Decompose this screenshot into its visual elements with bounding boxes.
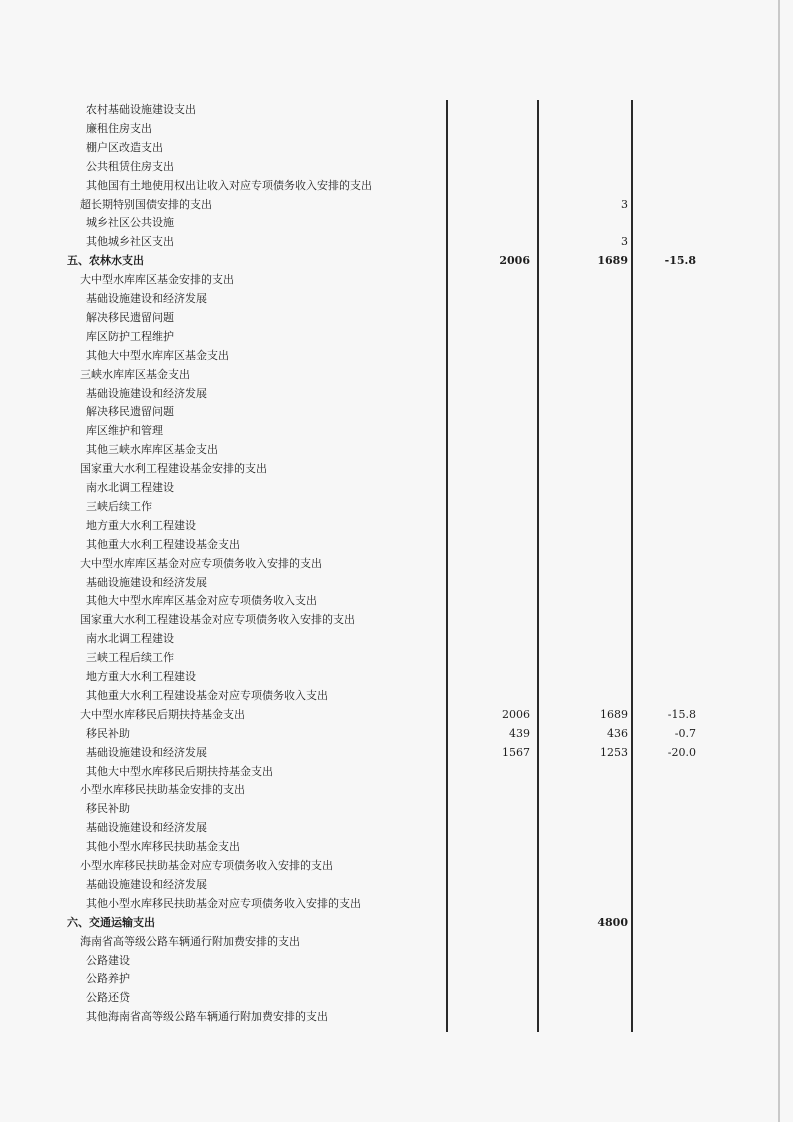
table-row (0, 913, 793, 932)
table-row (0, 686, 793, 705)
row-label: 基础设施建设和经济发展 (86, 821, 207, 835)
table-row (0, 270, 793, 289)
row-label: 其他大中型水库库区基金对应专项债务收入支出 (86, 594, 317, 608)
row-label: 其他重大水利工程建设基金对应专项债务收入支出 (86, 688, 328, 702)
row-label: 解决移民遗留问题 (86, 405, 174, 419)
row-label: 其他城乡社区支出 (86, 235, 174, 249)
row-value-col2: 1253 (600, 745, 628, 759)
table-row (0, 459, 793, 478)
row-label: 廉租住房支出 (86, 121, 152, 135)
row-value-col2: 436 (607, 726, 628, 740)
row-label: 公共租赁住房支出 (86, 159, 174, 173)
table-row (0, 629, 793, 648)
row-label: 地方重大水利工程建设 (86, 518, 196, 532)
table-row (0, 138, 793, 157)
table-row (0, 554, 793, 573)
row-label: 海南省高等级公路车辆通行附加费安排的支出 (80, 934, 300, 948)
row-value-col1: 1567 (502, 745, 530, 759)
row-label: 三峡水库库区基金支出 (80, 367, 190, 381)
table-row (0, 346, 793, 365)
row-label: 基础设施建设和经济发展 (86, 877, 207, 891)
row-label: 农村基础设施建设支出 (86, 103, 196, 116)
table-row (0, 894, 793, 913)
row-label: 国家重大水利工程建设基金对应专项债务收入安排的支出 (80, 613, 355, 627)
row-label: 基础设施建设和经济发展 (86, 386, 207, 400)
row-label: 棚户区改造支出 (86, 140, 163, 154)
row-value-col3: -0.7 (674, 726, 696, 740)
table-row (0, 232, 793, 251)
table-row (0, 251, 793, 270)
table-row (0, 856, 793, 875)
row-label: 其他重大水利工程建设基金支出 (86, 537, 240, 551)
row-label: 五、农林水支出 (67, 254, 144, 268)
table-row (0, 573, 793, 592)
row-label: 南水北调工程建设 (86, 632, 174, 646)
row-value-col3: -15.8 (664, 254, 696, 268)
table-row (0, 988, 793, 1007)
row-value-col1: 2006 (499, 254, 530, 268)
row-value-col3: -15.8 (667, 707, 696, 721)
table-row (0, 365, 793, 384)
row-value-col3: -20.0 (667, 745, 696, 759)
row-value-col1: 439 (509, 726, 530, 740)
table-row (0, 951, 793, 970)
table-row (0, 213, 793, 232)
row-value-col2: 1689 (600, 707, 628, 721)
table-row (0, 421, 793, 440)
table-row (0, 837, 793, 856)
row-label: 大中型水库库区基金对应专项债务收入安排的支出 (80, 556, 322, 570)
table-row (0, 610, 793, 629)
row-value-col2: 4800 (597, 915, 628, 929)
table-row (0, 289, 793, 308)
row-label: 其他小型水库移民扶助基金支出 (86, 840, 240, 854)
row-label: 地方重大水利工程建设 (86, 670, 196, 683)
row-label: 小型水库移民扶助基金对应专项债务收入安排的支出 (80, 859, 333, 872)
table-row (0, 743, 793, 762)
table-row (0, 1007, 793, 1026)
row-label: 库区防护工程维护 (86, 329, 174, 343)
row-label: 公路还贷 (86, 991, 130, 1005)
table-row (0, 327, 793, 346)
row-label: 公路养护 (86, 972, 130, 986)
table-row (0, 818, 793, 837)
row-label: 基础设施建设和经济发展 (86, 292, 207, 305)
row-label: 基础设施建设和经济发展 (86, 575, 207, 589)
row-label: 公路建设 (86, 953, 130, 967)
table-row (0, 100, 793, 119)
table-row (0, 516, 793, 535)
table-row (0, 478, 793, 497)
table-row (0, 195, 793, 214)
row-label: 基础设施建设和经济发展 (86, 745, 207, 759)
table-row (0, 157, 793, 176)
table-row (0, 705, 793, 724)
row-label: 其他大中型水库移民后期扶持基金支出 (86, 764, 273, 778)
row-label: 小型水库移民扶助基金安排的支出 (80, 783, 245, 797)
table-row (0, 440, 793, 459)
row-label: 三峡工程后续工作 (86, 651, 174, 665)
row-label: 其他国有土地使用权出让收入对应专项债务收入安排的支出 (86, 178, 372, 192)
table-row (0, 875, 793, 894)
row-label: 六、交通运输支出 (67, 915, 155, 929)
row-value-col2: 3 (621, 235, 628, 249)
table-row (0, 780, 793, 799)
row-label: 移民补助 (86, 802, 130, 816)
row-label: 移民补助 (86, 726, 130, 740)
row-value-col2: 3 (621, 197, 628, 211)
row-label: 国家重大水利工程建设基金安排的支出 (80, 462, 267, 476)
row-value-col2: 1689 (597, 254, 628, 268)
row-label: 大中型水库库区基金安排的支出 (80, 273, 234, 287)
row-label: 三峡后续工作 (86, 499, 152, 513)
row-label: 南水北调工程建设 (86, 481, 174, 494)
table-row (0, 932, 793, 951)
table-row (0, 762, 793, 781)
row-label: 其他三峡水库库区基金支出 (86, 443, 218, 457)
table-row (0, 591, 793, 610)
table-row (0, 799, 793, 818)
row-label: 其他海南省高等级公路车辆通行附加费安排的支出 (86, 1010, 328, 1024)
table-row (0, 648, 793, 667)
table-row (0, 724, 793, 743)
row-label: 超长期特别国债安排的支出 (80, 197, 212, 211)
table-row (0, 384, 793, 403)
table-row (0, 535, 793, 554)
table-row (0, 497, 793, 516)
table-row (0, 667, 793, 686)
row-label: 大中型水库移民后期扶持基金支出 (80, 707, 245, 721)
table-row (0, 402, 793, 421)
table-row (0, 308, 793, 327)
table-row (0, 119, 793, 138)
row-label: 其他大中型水库库区基金支出 (86, 348, 229, 362)
row-label: 解决移民遗留问题 (86, 310, 174, 324)
row-label: 其他小型水库移民扶助基金对应专项债务收入安排的支出 (86, 896, 361, 910)
table-row (0, 176, 793, 195)
row-label: 城乡社区公共设施 (86, 216, 174, 230)
row-value-col1: 2006 (502, 707, 530, 721)
table-row (0, 969, 793, 988)
row-label: 库区维护和管理 (86, 424, 163, 438)
